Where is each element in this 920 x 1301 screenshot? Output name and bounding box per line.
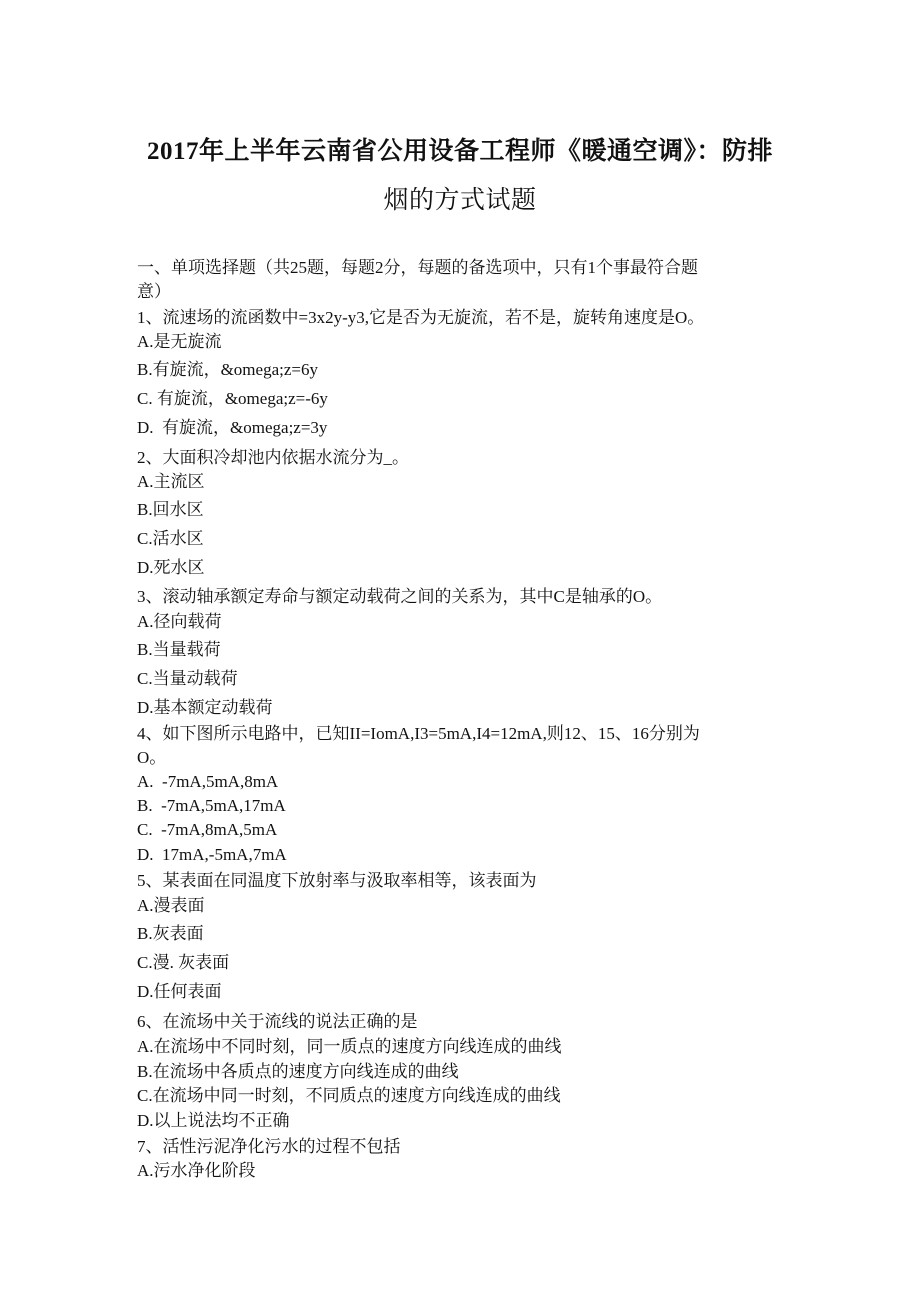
question-2-option-b: B.回水区 — [137, 500, 204, 519]
question-2-option-a: A.主流区 — [137, 472, 205, 491]
question-3-option-c: C.当量动载荷 — [137, 669, 238, 688]
question-6-option-a: A.在流场中不同时刻，同一质点的速度方向线连成的曲线 — [137, 1037, 562, 1056]
question-6-option-d: D.以上说法均不正确 — [137, 1111, 290, 1130]
question-2-stem: 2、大面积冷却池内依据水流分为_。 — [137, 448, 409, 467]
question-5-option-b: B.灰表面 — [137, 924, 204, 943]
question-3-option-a: A.径向载荷 — [137, 612, 222, 631]
question-1-stem: 1、流速场的流函数中=3x2y-y3,它是否为无旋流，若不是，旋转角速度是O。 — [137, 308, 705, 327]
question-1-option-d: D. 有旋流，&omega;z=3y — [137, 418, 328, 437]
question-1-option-c: C. 有旋流，&omega;z=-6y — [137, 389, 328, 408]
question-1-option-a: A.是无旋流 — [137, 332, 222, 351]
question-5-option-a: A.漫表面 — [137, 896, 205, 915]
question-4-stem-continued: O。 — [137, 748, 167, 767]
question-1-option-b: B.有旋流，&omega;z=6y — [137, 360, 318, 379]
question-4-option-c: C. -7mA,8mA,5mA — [137, 820, 278, 839]
document-title-line-2: 烟的方式试题 — [383, 187, 537, 214]
question-6-option-b: B.在流场中各质点的速度方向线连成的曲线 — [137, 1062, 459, 1081]
section-heading-continued: 意） — [137, 282, 171, 301]
question-4-option-a: A. -7mA,5mA,8mA — [137, 772, 279, 791]
question-6-stem: 6、在流场中关于流线的说法正确的是 — [137, 1012, 418, 1031]
question-7-option-a: A.污水净化阶段 — [137, 1161, 256, 1180]
question-4-stem: 4、如下图所示电路中，已知II=IomA,I3=5mA,I4=12mA,则12、15、16分别为 — [137, 724, 700, 743]
question-3-stem: 3、滚动轴承额定寿命与额定动载荷之间的关系为，其中C是轴承的O。 — [137, 587, 663, 606]
question-3-option-b: B.当量载荷 — [137, 640, 221, 659]
section-heading: 一、单项选择题（共25题，每题2分，每题的备选项中，只有1个事最符合题 — [137, 258, 698, 277]
question-2-option-c: C.活水区 — [137, 529, 204, 548]
question-7-stem: 7、活性污泥净化污水的过程不包括 — [137, 1137, 401, 1156]
question-3-option-d: D.基本额定动载荷 — [137, 698, 273, 717]
question-4-option-d: D. 17mA,-5mA,7mA — [137, 845, 287, 864]
document-title-line-1: 2017年上半年云南省公用设备工程师《暖通空调》：防排 — [146, 138, 773, 165]
question-2-option-d: D.死水区 — [137, 558, 205, 577]
question-5-option-d: D.任何表面 — [137, 982, 222, 1001]
question-6-option-c: C.在流场中同一时刻，不同质点的速度方向线连成的曲线 — [137, 1086, 561, 1105]
question-5-stem: 5、某表面在同温度下放射率与汲取率相等，该表面为 — [137, 871, 537, 890]
question-4-option-b: B. -7mA,5mA,17mA — [137, 796, 286, 815]
question-5-option-c: C.漫. 灰表面 — [137, 953, 230, 972]
